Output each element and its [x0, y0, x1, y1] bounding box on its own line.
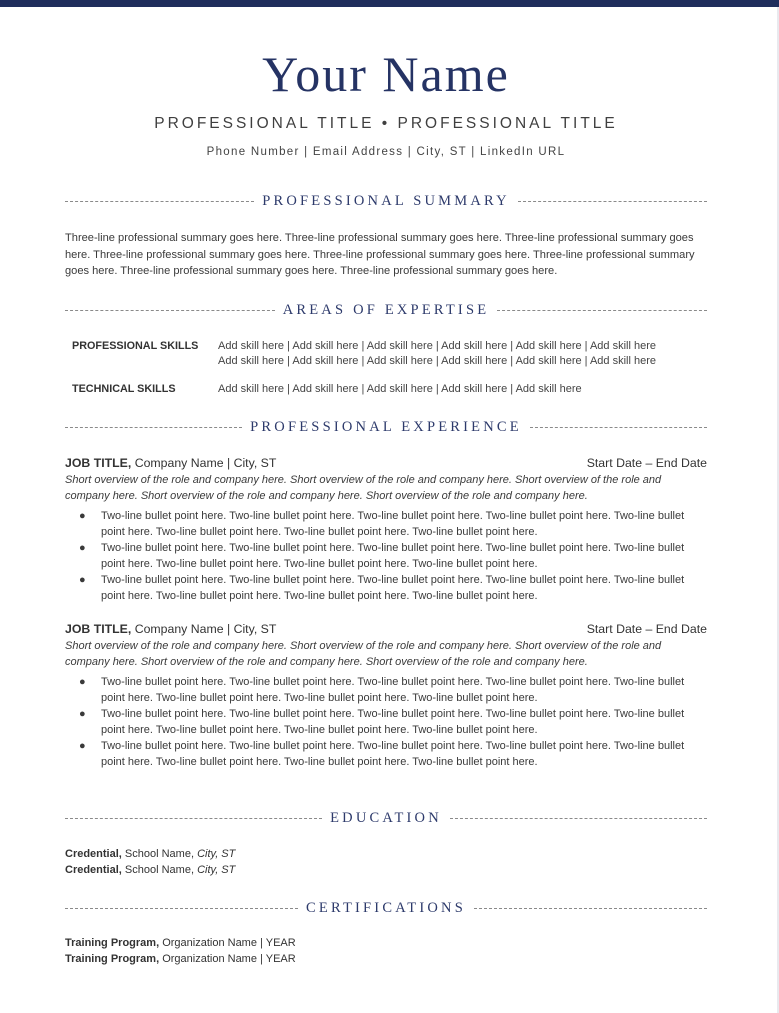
program: Training Program,	[65, 937, 160, 949]
expertise-heading	[65, 302, 707, 318]
bullet-text: Two-line bullet point here. Two-line bullet point here. Two-line bullet point here. Two-line bullet point here. Two-line bullet point here. Two-line bullet point here. Two-line bullet point here. Two-line bullet point here.	[101, 676, 685, 704]
credential: Credential,	[65, 848, 122, 860]
section-title: EDUCATION	[330, 810, 442, 826]
section-title: PROFESSIONAL EXPERIENCE	[250, 419, 522, 435]
skill-label: PROFESSIONAL SKILLS	[72, 340, 199, 352]
skill-line: Add skill here | Add skill here | Add skill here | Add skill here | Add skill here | Add skill here	[218, 340, 657, 352]
bullet-text: Two-line bullet point here. Two-line bullet point here. Two-line bullet point here. Two-line bullet point here. Two-line bullet point here. Two-line bullet point here. Two-line bullet point here. Two-line bullet point here.	[101, 740, 685, 768]
summary-heading	[65, 193, 707, 209]
organization: Organization Name | YEAR	[159, 953, 296, 965]
job-header	[65, 621, 707, 637]
job-entry	[65, 455, 707, 604]
job-dates: Start Date – End Date	[586, 622, 707, 636]
bullet-dot-icon: ●	[79, 510, 86, 522]
school-name: School Name,	[121, 848, 198, 860]
technical-skills-row	[65, 382, 707, 397]
bullet-text: Two-line bullet point here. Two-line bullet point here. Two-line bullet point here. Two-line bullet point here. Two-line bullet point here. Two-line bullet point here. Two-line bullet point here. Two-line bullet point here.	[101, 574, 685, 602]
job-entry	[65, 621, 707, 770]
divider	[450, 818, 707, 819]
section-title: PROFESSIONAL SUMMARY	[262, 193, 510, 209]
job-dates: Start Date – End Date	[586, 456, 707, 470]
certifications-heading	[65, 900, 707, 916]
divider	[65, 310, 275, 311]
divider	[65, 908, 298, 909]
bullet-dot-icon: ●	[79, 542, 86, 554]
school-location: City, ST	[197, 864, 236, 876]
professional-title: PROFESSIONAL TITLE • PROFESSIONAL TITLE	[154, 115, 618, 132]
school-name: School Name,	[121, 864, 198, 876]
skill-line: Add skill here | Add skill here | Add skill here | Add skill here | Add skill here	[218, 383, 582, 395]
contact-line: Phone Number | Email Address | City, ST | LinkedIn URL	[206, 146, 566, 158]
job-title-line	[65, 455, 276, 471]
bullet-list	[65, 674, 707, 770]
organization: Organization Name | YEAR	[159, 937, 296, 949]
divider	[474, 908, 707, 909]
divider	[530, 427, 707, 428]
school-location: City, ST	[197, 848, 236, 860]
bullet-item	[79, 540, 707, 572]
bullet-text: Two-line bullet point here. Two-line bullet point here. Two-line bullet point here. Two-line bullet point here. Two-line bullet point here. Two-line bullet point here. Two-line bullet point here. Two-line bullet point here.	[101, 542, 685, 570]
bullet-text: Two-line bullet point here. Two-line bullet point here. Two-line bullet point here. Two-line bullet point here. Two-line bullet point here. Two-line bullet point here. Two-line bullet point here. Two-line bullet point here.	[101, 510, 685, 538]
program: Training Program,	[65, 953, 160, 965]
skill-values	[218, 339, 707, 369]
bullet-dot-icon: ●	[79, 574, 86, 586]
education-entries	[65, 846, 707, 878]
bullet-list	[65, 508, 707, 604]
divider	[518, 201, 707, 202]
divider	[65, 818, 322, 819]
bullet-dot-icon: ●	[79, 740, 86, 752]
skill-line: Add skill here | Add skill here | Add skill here | Add skill here | Add skill here | Add skill here	[218, 355, 657, 367]
job-overview: Short overview of the role and company here. Short overview of the role and company here. Short overview of the role and company here. Short overview of the role and company here. Short overview of the role and company here.	[65, 640, 662, 668]
section-title: CERTIFICATIONS	[306, 900, 466, 916]
bullet-item	[79, 738, 707, 770]
certification-entries	[65, 935, 707, 967]
bullet-dot-icon: ●	[79, 676, 86, 688]
company: Company Name | City, ST	[131, 456, 277, 470]
bullet-item	[79, 508, 707, 540]
job-title: JOB TITLE,	[65, 456, 132, 470]
job-header	[65, 455, 707, 471]
bullet-item	[79, 572, 707, 604]
bullet-item	[79, 706, 707, 738]
education-heading	[65, 810, 707, 826]
certification-entry	[65, 935, 707, 951]
experience-heading	[65, 419, 707, 435]
divider	[65, 201, 254, 202]
summary-text: Three-line professional summary goes here. Three-line professional summary goes here. Three-line professional summary goes here. Three-line professional summary goes here. Three-line professional summary goes here. Three-line professional summary goes here. Three-line professional summary goes here. Three-line professional summary goes here.	[65, 232, 695, 277]
divider	[497, 310, 707, 311]
job-title-line	[65, 621, 276, 637]
skill-label: TECHNICAL SKILLS	[72, 383, 176, 395]
company: Company Name | City, ST	[131, 622, 277, 636]
education-entry	[65, 846, 707, 862]
credential: Credential,	[65, 864, 122, 876]
bullet-dot-icon: ●	[79, 708, 86, 720]
top-accent-bar	[0, 0, 779, 7]
professional-skills-row	[65, 339, 707, 369]
divider	[65, 427, 242, 428]
education-entry	[65, 862, 707, 878]
job-title: JOB TITLE,	[65, 622, 132, 636]
bullet-item	[79, 674, 707, 706]
section-title: AREAS OF EXPERTISE	[282, 302, 490, 318]
candidate-name: Your Name	[262, 46, 510, 102]
job-overview: Short overview of the role and company here. Short overview of the role and company here. Short overview of the role and company here. Short overview of the role and company here. Short overview of the role and company here.	[65, 474, 662, 502]
bullet-text: Two-line bullet point here. Two-line bullet point here. Two-line bullet point here. Two-line bullet point here. Two-line bullet point here. Two-line bullet point here. Two-line bullet point here. Two-line bullet point here.	[101, 708, 685, 736]
skill-values	[218, 382, 707, 397]
certification-entry	[65, 951, 707, 967]
